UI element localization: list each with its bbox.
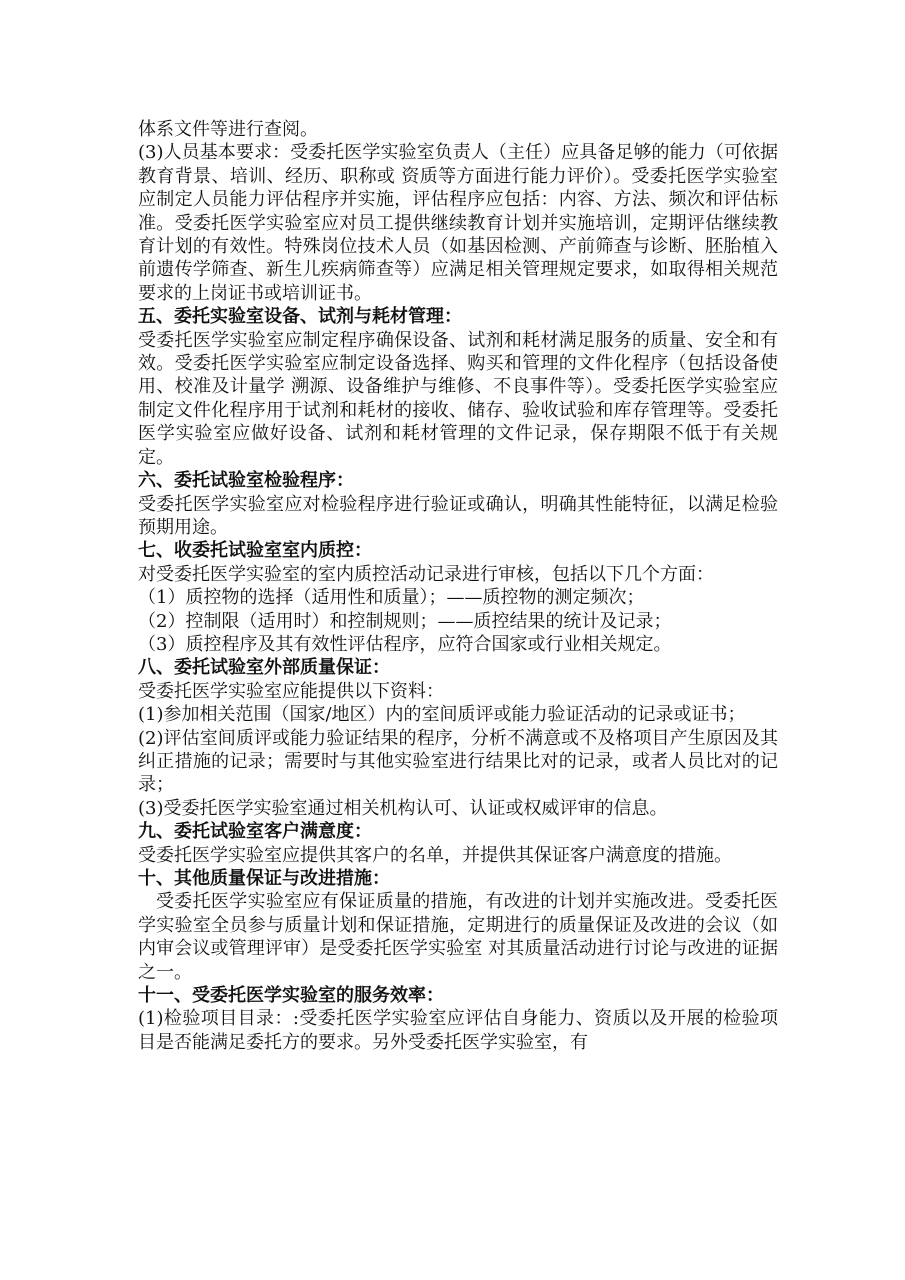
paragraph-section-8-item-3: (3)受委托医学实验室通过相关机构认可、认证或权威评审的信息。	[138, 797, 668, 819]
heading-section-11: 十一、受委托医学实验室的服务效率：	[138, 985, 444, 1007]
heading-section-8: 八、委托试验室外部质量保证：	[138, 657, 390, 679]
paragraph-section-6: 受委托医学实验室应对检验程序进行验证或确认，明确其性能特征，以满足检验预期用途。	[138, 493, 778, 538]
paragraph-section-5: 受委托医学实验室应制定程序确保设备、试剂和耗材满足服务的质量、安全和有效。受委托医学实验室应制定设备选择、购买和管理的文件化程序（包括设备使用、校准及计量学 溯源、设备维护与维修、不良事件等）。受委托医学实验室应制定文件化程序用于试剂和耗材的接收、储存、验收试验和库存管理等。受委托医学实验室应做好设备、试剂和耗材管理的文件记录，保存期限不低于有关规定。	[138, 329, 778, 468]
paragraph-section-8-item-1: (1)参加相关范围（国家/地区）内的室间质评或能力验证活动的记录或证书；	[138, 704, 746, 726]
paragraph-section-9: 受委托医学实验室应提供其客户的名单，并提供其保证客户满意度的措施。	[138, 844, 732, 866]
paragraph-intro-tail: 体系文件等进行查阅。	[138, 119, 318, 140]
heading-section-9: 九、委托试验室客户满意度：	[138, 821, 372, 843]
paragraph-section-7-intro: 对受委托医学实验室的室内质控活动记录进行审核，包括以下几个方面：	[138, 563, 714, 585]
paragraph-section-8-item-2: (2)评估室间质评或能力验证结果的程序，分析不满意或不及格项目产生原因及其纠正措施的记录；需要时与其他实验室进行结果比对的记录，或者人员比对的记录；	[138, 727, 778, 796]
heading-section-6: 六、委托试验室检验程序：	[138, 470, 354, 492]
paragraph-section-7-item-3: （3）质控程序及其有效性评估程序，应符合国家或行业相关规定。	[138, 633, 672, 655]
heading-section-5: 五、委托实验室设备、试剂与耗材管理：	[138, 306, 462, 328]
paragraph-section-7-item-1: （1）质控物的选择（适用性和质量）；——质控物的测定频次；	[138, 587, 645, 609]
document-page	[138, 118, 778, 1054]
paragraph-section-11-item-1: (1)检验项目目录：:受委托医学实验室应评估自身能力、资质以及开展的检验项目是否能满足委托方的要求。另外受委托医学实验室，有	[138, 1008, 778, 1053]
paragraph-section-10: 受委托医学实验室应有保证质量的措施，有改进的计划并实施改进。受委托医学实验室全员参与质量计划和保证措施，定期进行的质量保证及改进的会议（如内审会议或管理评审）是受委托医学实验室 对其质量活动进行讨论与改进的证据之一。	[138, 891, 778, 983]
paragraph-personnel-requirements: (3)人员基本要求：受委托医学实验室负责人（主任）应具备足够的能力（可依据教育背景、培训、经历、职称或 资质等方面进行能力评价）。受委托医学实验室应制定人员能力评估程序并实施，评估程序应包括：内容、方法、频次和评估标准。受委托医学实验室应对员工提供继续教育计划并实施培训，定期评估继续教育计划的有效性。特殊岗位技术人员（如基因检测、产前筛查与诊断、胚胎植入前遗传学筛查、新生儿疾病筛查等）应满足相关管理规定要求，如取得相关规范要求的上岗证书或培训证书。	[138, 142, 778, 304]
heading-section-10: 十、其他质量保证与改进措施：	[138, 868, 390, 889]
paragraph-section-7-item-2: （2）控制限（适用时）和控制规则；——质控结果的统计及记录；	[138, 610, 672, 632]
heading-section-7: 七、收委托试验室室内质控：	[138, 540, 372, 562]
paragraph-section-8-intro: 受委托医学实验室应能提供以下资料：	[138, 680, 444, 702]
